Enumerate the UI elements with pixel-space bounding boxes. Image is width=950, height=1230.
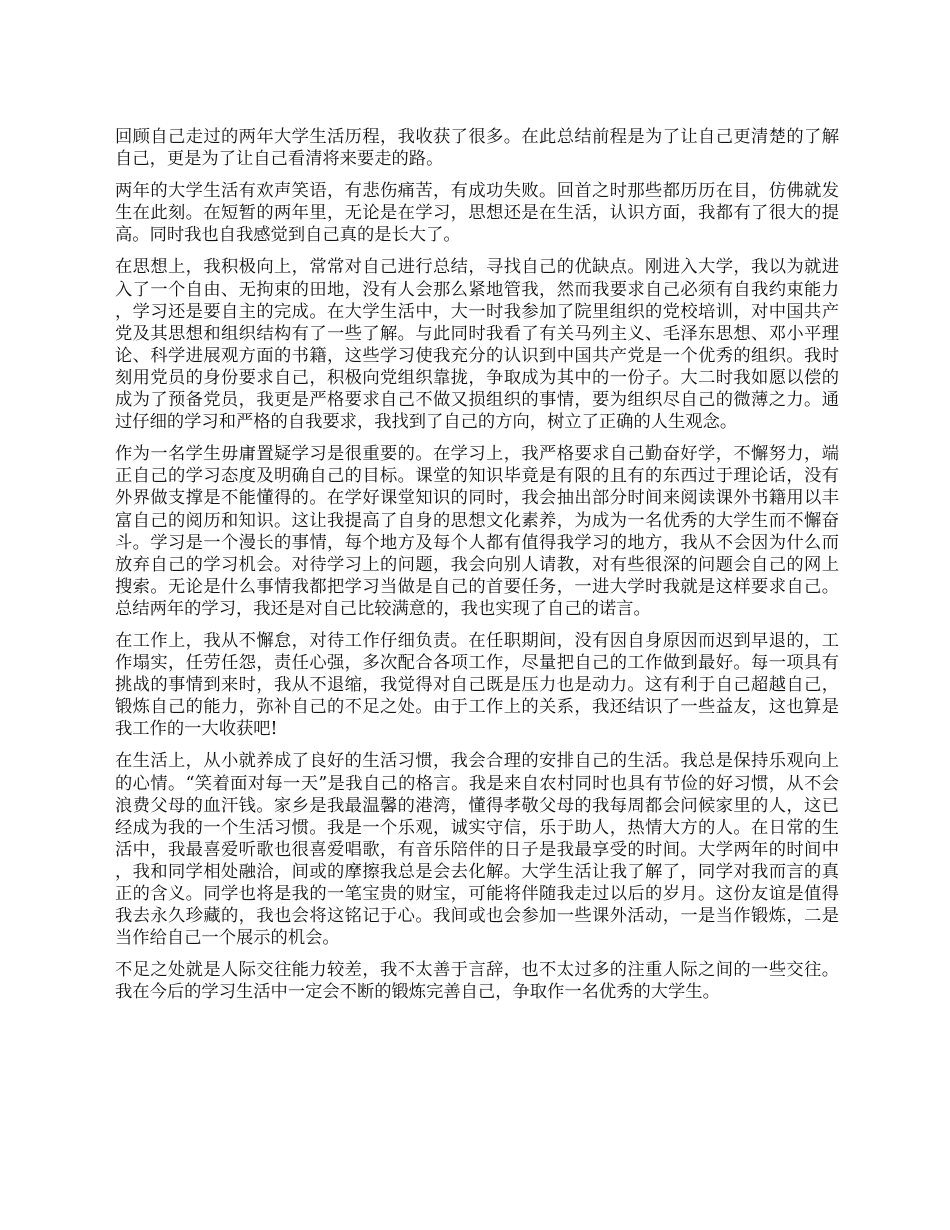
paragraph-work: 在工作上，我从不懈怠，对待工作仔细负责。在任职期间，没有因自身原因而迟到早退的，工作塌实，任劳任怨，责任心强，多次配合各项工作，尽量把自己的工作做到最好。每一项具有挑战的事情到来时，我从不退缩，我觉得对自己既是压力也是动力。这有利于自己超越自己，锻炼自己的能力，弥补自己的不足之处。由于工作上的关系，我还结识了一些益友，这也算是我工作的一大收获吧! <box>115 630 839 740</box>
paragraph-thought: 在思想上，我积极向上，常常对自己进行总结，寻找自己的优缺点。刚进入大学，我以为就进入了一个自由、无拘束的田地，没有人会那么紧地管我，然而我要求自己必须有自我约束能力，学习还是要自主的完成。在大学生活中，大一时我参加了院里组织的党校培训，对中国共产党及其思想和组织结构有了一些了解。与此同时我看了有关马列主义、毛泽东思想、邓小平理论、科学进展观方面的书籍，这些学习使我充分的认识到中国共产党是一个优秀的组织。我时刻用党员的身份要求自己，积极向党组织靠拢，争取成为其中的一份子。大二时我如愿以偿的成为了预备党员，我更是严格要求自己不做又损组织的事情，要为组织尽自己的微薄之力。通过仔细的学习和严格的自我要求，我找到了自己的方向，树立了正确的人生观念。 <box>115 257 839 433</box>
paragraph-overview: 两年的大学生活有欢声笑语，有悲伤痛苦，有成功失败。回首之时那些都历历在目，仿佛就发生在此刻。在短暂的两年里，无论是在学习，思想还是在生活，认识方面，我都有了很大的提高。同时我也自我感觉到自己真的是长大了。 <box>115 181 839 246</box>
document-body <box>115 126 839 1013</box>
paragraph-study: 作为一名学生毋庸置疑学习是很重要的。在学习上，我严格要求自己勤奋好学，不懈努力，端正自己的学习态度及明确自己的目标。课堂的知识毕竟是有限的且有的东西过于理论话，没有外界做支撑是不能懂得的。在学好课堂知识的同时，我会抽出部分时间来阅读课外书籍用以丰富自己的阅历和知识。这让我提高了自身的思想文化素养，为成为一名优秀的大学生而不懈奋斗。学习是一个漫长的事情，每个地方及每个人都有值得我学习的地方，我从不会因为什么而放弃自己的学习机会。对待学习上的问题，我会向别人请教，对有些很深的问题会自己的网上搜索。无论是什么事情我都把学习当做是自己的首要任务，一进大学时我就是这样要求自己。总结两年的学习，我还是对自己比较满意的，我也实现了自己的诺言。 <box>115 444 839 619</box>
paragraph-intro: 回顾自己走过的两年大学生活历程，我收获了很多。在此总结前程是为了让自己更清楚的了解自己，更是为了让自己看清将来要走的路。 <box>115 127 839 170</box>
paragraph-life: 在生活上，从小就养成了良好的生活习惯，我会合理的安排自己的生活。我总是保持乐观向上的心情。“笑着面对每一天”是我自己的格言。我是来自农村同时也具有节俭的好习惯，从不会浪费父母的血汗钱。家乡是我最温馨的港湾，懂得孝敬父母的我每周都会问候家里的人，这已经成为我的一个生活习惯。我是一个乐观，诚实守信，乐于助人，热情大方的人。在日常的生活中，我最喜爱听歌也很喜爱唱歌，有音乐陪伴的日子是我最享受的时间。大学两年的时间中，我和同学相处融洽，间或的摩擦我总是会去化解。大学生活让我了解了，同学对我而言的真正的含义。同学也将是我的一笔宝贵的财宝，可能将伴随我走过以后的岁月。这份友谊是值得我去永久珍藏的，我也会将这铭记于心。我间或也会参加一些课外活动，一是当作锻炼，二是当作给自己一个展示的机会。 <box>115 751 839 949</box>
paragraph-shortcomings: 不足之处就是人际交往能力较差，我不太善于言辞，也不太过多的注重人际之间的一些交往。我在今后的学习生活中一定会不断的锻炼完善自己，争取作一名优秀的大学生。 <box>115 960 839 1003</box>
